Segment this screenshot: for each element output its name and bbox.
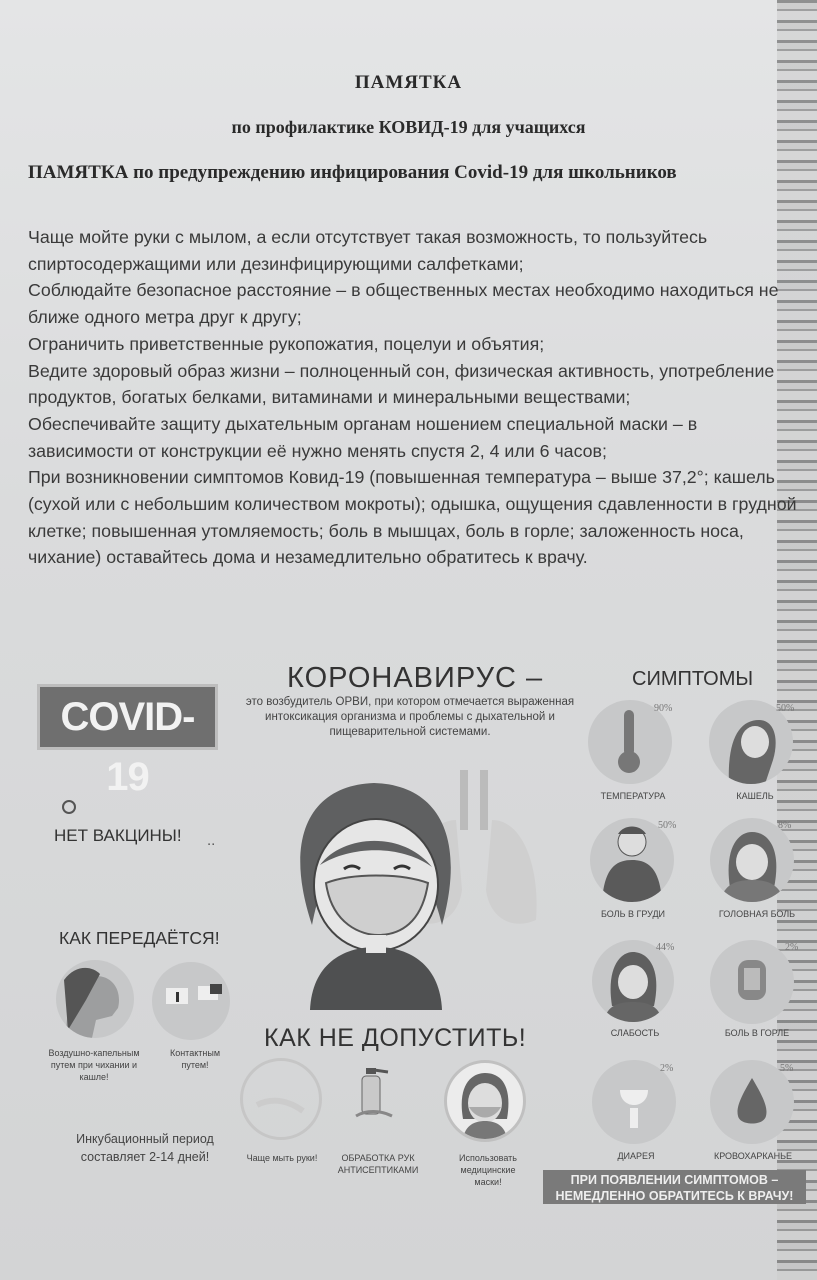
airborne-caption: Воздушно-капельным путем при чихании и кашле! [48, 1048, 140, 1082]
symptom-percent: 50% [658, 820, 677, 831]
prevent-caption-mask: Использовать медицинские маски! [459, 1153, 517, 1187]
sore-throat-icon [710, 940, 794, 1024]
airborne-transmission-icon [56, 960, 134, 1038]
poster-title: КОРОНАВИРУС – [287, 662, 544, 694]
banner-line: НЕМЕДЛЕННО ОБРАТИТЕСЬ К ВРАЧУ! [555, 1189, 794, 1203]
symptom-label: ДИАРЕЯ [617, 1151, 655, 1161]
banner-line: ПРИ ПОЯВЛЕНИИ СИМПТОМОВ – [570, 1173, 779, 1187]
advice-paragraph: Соблюдайте безопасное расстояние – в общественных местах необходимо находиться не ближе одного метра друг к другу; [28, 280, 779, 328]
how-transmitted-label: КАК ПЕРЕДАЁТСЯ! [59, 928, 220, 948]
no-vaccine-label: НЕТ ВАКЦИНЫ! [54, 826, 182, 845]
document-heading: ПАМЯТКА по предупреждению инфицирования Covid-19 для школьников [28, 162, 677, 183]
masked-girl-illustration [282, 775, 468, 1010]
advice-paragraph: Ограничить приветственные рукопожатия, поцелуи и объятия; [28, 333, 545, 354]
symptom-percent: 2% [785, 942, 799, 953]
symptoms-title: СИМПТОМЫ [632, 668, 754, 690]
contact-caption: Контактным путем! [169, 1048, 221, 1070]
symptom-percent: 50% [776, 703, 795, 714]
symptom-percent: 90% [654, 703, 673, 714]
advice-paragraph: Чаще мойте руки с мылом, а если отсутствует такая возможность, то пользуйтесь спиртосодержащими или дезинфицирующими салфетками; [28, 227, 708, 274]
no-vaccine-dashes: .. [207, 832, 216, 849]
document-subtitle: по профилактике КОВИД-19 для учащихся [231, 117, 586, 137]
advice-paragraph: Ведите здоровый образ жизни – полноценный сон, физическая активность, употребление продуктов, богатых белками, витаминами и минеральными веществами; [28, 360, 775, 408]
advice-text [28, 224, 803, 571]
symptom-label: БОЛЬ В ГОРЛЕ [724, 1028, 790, 1038]
symptom-percent: 5% [780, 1063, 794, 1074]
warning-banner [543, 1170, 806, 1204]
symptom-label: БОЛЬ В ГРУДИ [600, 909, 666, 919]
poster-subtitle: это возбудитель ОРВИ, при котором отмечается выраженная интоксикация организма и проблемы с дыхательной и пищеварительной системами. [245, 696, 575, 738]
symptom-label: СЛАБОСТЬ [610, 1028, 660, 1038]
covid-19-badge: COVID-19 [37, 684, 218, 750]
symptom-percent: 2% [660, 1063, 674, 1074]
prevent-caption-sanitizer: ОБРАБОТКА РУК АНТИСЕПТИКАМИ [337, 1153, 419, 1175]
advice-paragraph: При возникновении симптомов Ковид-19 (повышенная температура – выше 37,2°; кашель (сухой или с небольшим количеством мокроты); одышка, ощущения сдавленности в грудной клетке; повышенная утомляемость; боль в мышцах, боль в горле; заложенность носа, чихание) оставайтесь дома и незамедлительно обратитесь к врачу. [28, 467, 797, 568]
how-prevent-label: КАК НЕ ДОПУСТИТЬ! [264, 1024, 527, 1052]
symptom-percent: 44% [656, 942, 675, 953]
hand-wash-icon [240, 1058, 322, 1140]
advice-paragraph: Обеспечивайте защиту дыхательным органам ношением специальной маски – в зависимости от конструкции её нужно менять спустя 2, 4 или 6 часов; [28, 413, 698, 461]
symptom-label: КАШЕЛЬ [736, 791, 774, 801]
document-title: ПАМЯТКА [354, 72, 463, 93]
prevent-caption-wash: Чаще мыть руки! [246, 1153, 318, 1163]
symptom-percent: 8% [778, 820, 792, 831]
symptom-label: ТЕМПЕРАТУРА [600, 791, 666, 801]
medical-mask-icon [444, 1060, 526, 1142]
virus-icon [62, 800, 76, 814]
incubation-note: Инкубационный период составляет 2-14 дней! [76, 1132, 214, 1164]
symptom-label: КРОВОХАРКАНЬЕ [713, 1151, 792, 1161]
sanitizer-bottle-icon [352, 1062, 394, 1122]
symptom-label: ГОЛОВНАЯ БОЛЬ [718, 909, 796, 919]
contact-transmission-icon [152, 962, 230, 1040]
